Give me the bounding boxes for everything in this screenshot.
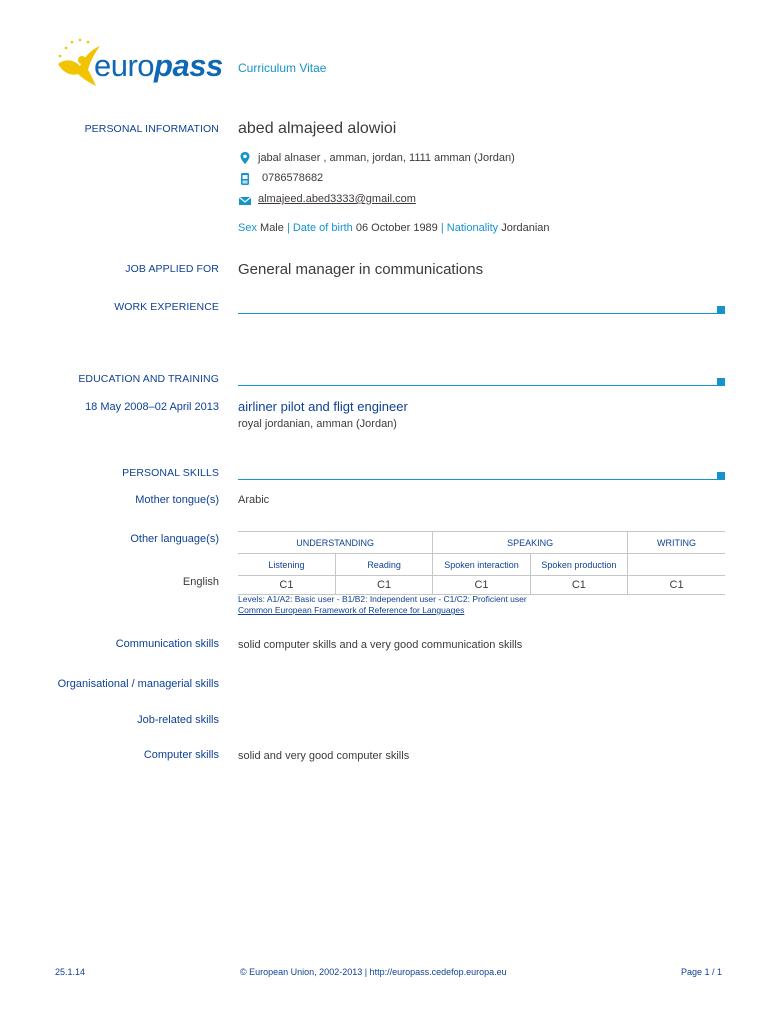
person-name: abed almajeed alowioi <box>238 120 397 137</box>
dob-label: Date of birth <box>292 222 353 234</box>
sub-writing-empty <box>628 554 725 576</box>
language-table-groups <box>238 532 725 554</box>
sub-spoken-production: Spoken production <box>530 554 627 576</box>
section-divider <box>238 313 718 314</box>
mobile-phone-icon <box>238 172 252 186</box>
section-divider <box>238 385 718 386</box>
email-link[interactable]: almajeed.abed3333@gmail.com <box>258 193 416 205</box>
cefr-link[interactable]: Common European Framework of Reference for Languages <box>238 605 465 615</box>
levels-note: Levels: A1/A2: Basic user - B1/B2: Independent user - C1/C2: Proficient user <box>238 594 527 604</box>
level-spoken-interaction: C1 <box>433 576 530 595</box>
sub-listening: Listening <box>238 554 335 576</box>
organisational-skills-label: Organisational / managerial skills <box>57 678 219 690</box>
sex-label: Sex <box>238 222 257 234</box>
personal-details-line <box>238 222 550 234</box>
nationality-value: Jordanian <box>501 222 550 234</box>
email-envelope-icon <box>238 194 252 208</box>
section-label-work: WORK EXPERIENCE <box>114 301 219 313</box>
other-languages-label: Other language(s) <box>130 533 219 545</box>
address: jabal alnaser , amman, jordan, 1111 amman (Jordan) <box>258 152 515 164</box>
logo-prefix: euro <box>94 48 155 83</box>
section-divider <box>238 479 718 480</box>
level-writing: C1 <box>628 576 725 595</box>
doc-title: Curriculum Vitae <box>238 61 327 75</box>
education-dates: 18 May 2008–02 April 2013 <box>85 401 219 413</box>
footer-copyright: © European Union, 2002-2013 | http://europass.cedefop.europa.eu <box>240 967 507 977</box>
communication-skills-label: Communication skills <box>115 638 219 650</box>
section-label-education: EDUCATION AND TRAINING <box>78 373 219 385</box>
job-title: General manager in communications <box>238 261 484 278</box>
education-title: airliner pilot and fligt engineer <box>238 399 408 414</box>
language-row-english <box>238 576 725 595</box>
section-marker <box>717 306 725 314</box>
language-table-subs <box>238 554 725 576</box>
section-label-skills: PERSONAL SKILLS <box>122 467 219 479</box>
europass-wordmark <box>94 48 223 84</box>
dob-value: 06 October 1989 <box>355 222 438 234</box>
communication-skills-value: solid computer skills and a very good communication skills <box>238 639 523 651</box>
sex-value: Male <box>260 222 284 234</box>
separator: | <box>286 222 290 234</box>
footer-page-number: Page 1 / 1 <box>680 967 722 977</box>
phone: 0786578682 <box>262 172 324 184</box>
level-spoken-production: C1 <box>530 576 627 595</box>
logo-suffix: pass <box>154 48 223 83</box>
section-label-job: JOB APPLIED FOR <box>125 263 219 275</box>
section-marker <box>717 378 725 386</box>
footer-date: 25.1.14 <box>55 967 86 977</box>
computer-skills-value: solid and very good computer skills <box>238 750 410 762</box>
section-marker <box>717 472 725 480</box>
sub-spoken-interaction: Spoken interaction <box>433 554 530 576</box>
sub-reading: Reading <box>335 554 432 576</box>
education-institution: royal jordanian, amman (Jordan) <box>238 418 397 430</box>
europass-logo <box>52 36 222 92</box>
job-related-skills-label: Job-related skills <box>137 714 219 726</box>
group-understanding: UNDERSTANDING <box>238 532 433 554</box>
language-table <box>238 531 725 595</box>
level-reading: C1 <box>335 576 432 595</box>
nationality-label: Nationality <box>446 222 499 234</box>
group-writing: WRITING <box>628 532 725 554</box>
mother-tongue-label: Mother tongue(s) <box>135 494 219 506</box>
mother-tongue-value: Arabic <box>238 494 270 506</box>
level-listening: C1 <box>238 576 335 595</box>
computer-skills-label: Computer skills <box>143 749 219 761</box>
location-pin-icon <box>238 151 252 165</box>
language-name: English <box>182 576 219 588</box>
separator: | <box>440 222 444 234</box>
group-speaking: SPEAKING <box>433 532 628 554</box>
section-label-personal: PERSONAL INFORMATION <box>84 123 219 135</box>
